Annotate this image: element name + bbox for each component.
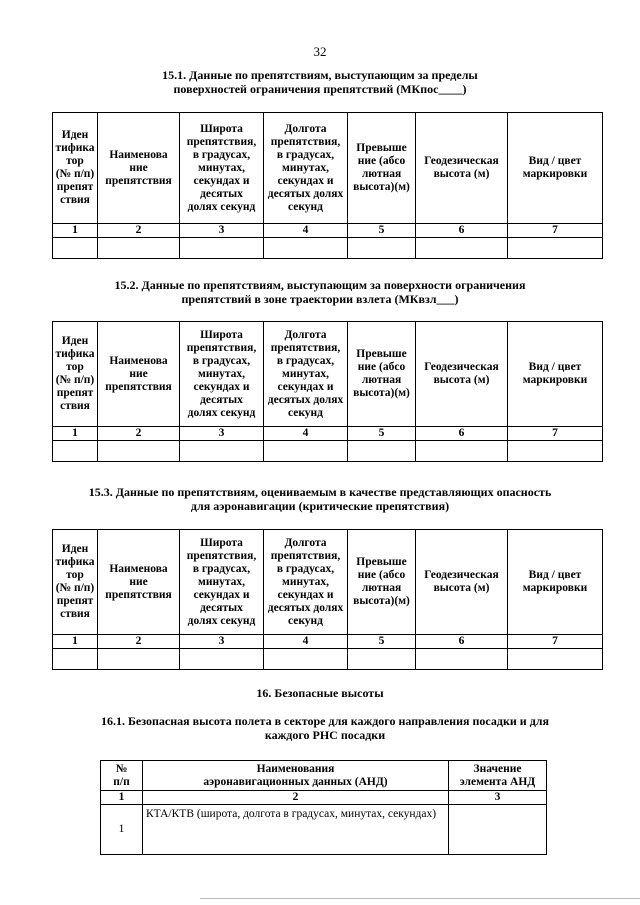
col-num: 6	[416, 224, 508, 238]
empty-cell[interactable]	[508, 441, 603, 462]
column-number-row	[53, 635, 603, 649]
col-header-longitude: Долгота препятствия, в градусах, минутах, секундах и десятых долях секунд	[264, 530, 348, 635]
col-num: 6	[416, 635, 508, 649]
empty-cell[interactable]	[348, 238, 416, 259]
column-number-row	[53, 427, 603, 441]
col-num: 2	[98, 635, 180, 649]
col-num: 4	[264, 635, 348, 649]
empty-cell[interactable]	[53, 649, 98, 670]
obstacle-table-15-2	[52, 321, 603, 462]
col-header-and-value: Значение элемента АНД	[449, 761, 547, 791]
section-16-1-title-line2: каждого РНС посадки	[264, 728, 386, 742]
col-num: 5	[348, 635, 416, 649]
col-num: 7	[508, 427, 603, 441]
col-num: 2	[98, 224, 180, 238]
col-num: 1	[101, 791, 143, 805]
empty-cell[interactable]	[98, 238, 180, 259]
col-header-elevation: Превыше ние (абсо лютная высота)(м)	[348, 322, 416, 427]
section-16-title: 16. Безопасные высоты	[256, 686, 384, 700]
empty-cell[interactable]	[264, 238, 348, 259]
col-num: 7	[508, 224, 603, 238]
col-header-id: Иден тифика тор (№ п/п) препят ствия	[53, 530, 98, 635]
empty-cell[interactable]	[416, 441, 508, 462]
empty-cell[interactable]	[180, 649, 264, 670]
col-num: 5	[348, 427, 416, 441]
section-15-3-title	[40, 485, 600, 513]
col-header-name: Наименова ние препятствия	[98, 113, 180, 224]
col-num: 4	[264, 224, 348, 238]
row-index: 1	[101, 805, 143, 855]
section-15-3-title-line1: 15.3. Данные по препятствиям, оцениваемым в качестве представляющих опасность	[88, 485, 552, 499]
empty-data-row	[53, 238, 603, 259]
empty-cell[interactable]	[508, 238, 603, 259]
empty-cell[interactable]	[264, 649, 348, 670]
col-num: 2	[143, 791, 449, 805]
empty-cell[interactable]	[416, 649, 508, 670]
column-number-row	[101, 791, 547, 805]
col-header-marking: Вид / цвет маркировки	[508, 322, 603, 427]
section-15-1-title-line1: 15.1. Данные по препятствиям, выступающим за пределы	[162, 68, 478, 82]
section-15-2-title-line1: 15.2. Данные по препятствиям, выступающим за поверхности ограничения	[114, 278, 526, 292]
col-header-name: Наименова ние препятствия	[98, 322, 180, 427]
col-num: 4	[264, 427, 348, 441]
section-16-1-title	[60, 714, 590, 742]
empty-data-row	[53, 649, 603, 670]
empty-cell[interactable]	[348, 441, 416, 462]
header-row	[101, 761, 547, 791]
empty-cell[interactable]	[180, 238, 264, 259]
section-15-2-title	[60, 278, 580, 306]
page-number: 32	[313, 44, 327, 59]
empty-cell[interactable]	[348, 649, 416, 670]
section-15-1-title	[60, 68, 580, 96]
empty-cell[interactable]	[264, 441, 348, 462]
col-header-longitude: Долгота препятствия, в градусах, минутах, секундах и десятых долях секунд	[264, 322, 348, 427]
col-header-geodetic-height: Геодезическая высота (м)	[416, 530, 508, 635]
col-header-name: Наименова ние препятствия	[98, 530, 180, 635]
col-header-latitude: Широта препятствия, в градусах, минутах, секундах и десятых долях секунд	[180, 322, 264, 427]
empty-cell[interactable]	[98, 649, 180, 670]
section-15-1-title-line2: поверхностей ограничения препятствий (МКпос____)	[173, 82, 467, 96]
col-header-and-name: Наименования аэронавигационных данных (АНД)	[143, 761, 449, 791]
empty-cell[interactable]	[53, 441, 98, 462]
header-row	[53, 322, 603, 427]
header-row	[53, 113, 603, 224]
empty-cell[interactable]	[98, 441, 180, 462]
section-15-3-title-line2: для аэронавигации (критические препятствия)	[190, 499, 450, 513]
col-header-elevation: Превыше ние (абсо лютная высота)(м)	[348, 113, 416, 224]
section-16-1-title-line1: 16.1. Безопасная высота полета в секторе для каждого направления посадки и для	[101, 714, 549, 728]
col-num: 2	[98, 427, 180, 441]
col-num: 6	[416, 427, 508, 441]
empty-cell[interactable]	[508, 649, 603, 670]
col-num: 7	[508, 635, 603, 649]
col-header-elevation: Превыше ние (абсо лютная высота)(м)	[348, 530, 416, 635]
col-header-longitude: Долгота препятствия, в градусах, минутах, секундах и десятых долях секунд	[264, 113, 348, 224]
empty-cell[interactable]	[416, 238, 508, 259]
section-15-2-title-line2: препятствий в зоне траектории взлета (МКвзл___)	[181, 292, 459, 306]
col-num: 3	[449, 791, 547, 805]
col-num: 3	[180, 427, 264, 441]
col-header-marking: Вид / цвет маркировки	[508, 113, 603, 224]
col-num: 1	[53, 427, 98, 441]
col-num: 3	[180, 224, 264, 238]
col-header-geodetic-height: Геодезическая высота (м)	[416, 113, 508, 224]
empty-cell[interactable]	[53, 238, 98, 259]
empty-data-row	[53, 441, 603, 462]
col-header-latitude: Широта препятствия, в градусах, минутах, секундах и десятых долях секунд	[180, 113, 264, 224]
col-header-latitude: Широта препятствия, в градусах, минутах, секундах и десятых долях секунд	[180, 530, 264, 635]
col-num: 1	[53, 224, 98, 238]
row-name: КТА/КТВ (широта, долгота в градусах, минутах, секундах)	[143, 805, 449, 855]
obstacle-table-15-3	[52, 529, 603, 670]
col-header-id: Иден тифика тор (№ п/п) препят ствия	[53, 322, 98, 427]
obstacle-table-15-1	[52, 112, 603, 259]
col-header-index: № п/п	[101, 761, 143, 791]
empty-cell[interactable]	[180, 441, 264, 462]
col-header-id: Иден тифика тор (№ п/п) препят ствия	[53, 113, 98, 224]
col-num: 1	[53, 635, 98, 649]
table-row	[101, 805, 547, 855]
row-value[interactable]	[449, 805, 547, 855]
safe-altitude-table	[100, 760, 547, 855]
col-header-geodetic-height: Геодезическая высота (м)	[416, 322, 508, 427]
col-num: 5	[348, 224, 416, 238]
footer-divider	[200, 898, 640, 899]
col-header-marking: Вид / цвет маркировки	[508, 530, 603, 635]
header-row	[53, 530, 603, 635]
column-number-row	[53, 224, 603, 238]
col-num: 3	[180, 635, 264, 649]
